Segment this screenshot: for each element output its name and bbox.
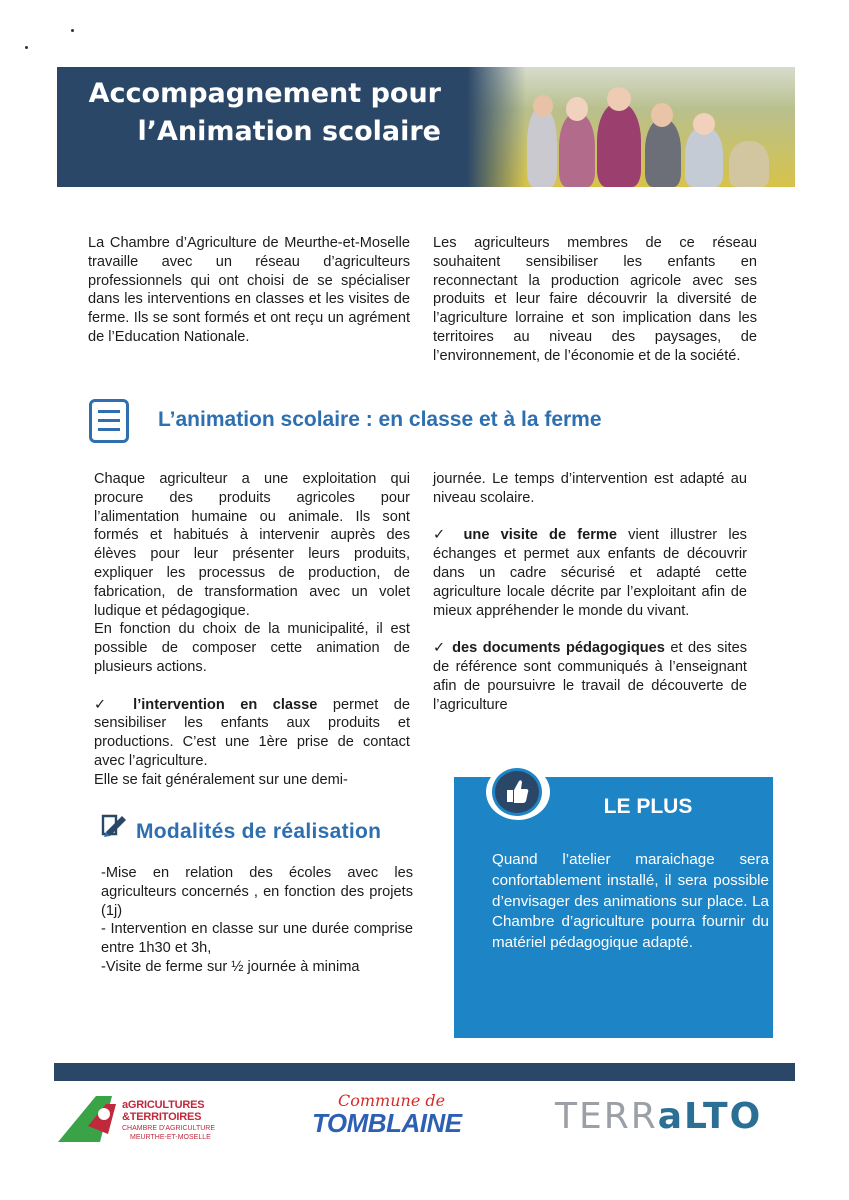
page-title <box>81 75 441 151</box>
intro-right-paragraph: Les agriculteurs membres de ce réseau souhaitent sensibiliser les enfants en reconnectant la production agricole avec ses produits et leur faire découvrir la diversité de l’agriculture lorraine et son implication dans les territoires au niveau des paysages, de l’environnement, de l’économie et de la société. <box>433 235 757 364</box>
checklist-icon <box>89 399 129 443</box>
paragraph-intervention <box>94 696 410 771</box>
paragraph: En fonction du choix de la municipalité, il est possible de composer cette animation de plusieurs actions. <box>94 621 410 675</box>
logo-text: TERR <box>555 1096 658 1137</box>
tomblaine-logo-script: Commune de <box>338 1091 446 1110</box>
checkmark-icon: ✓ <box>94 696 118 713</box>
paragraph: Elle se fait généralement sur une demi- <box>94 771 348 788</box>
modalites-item: -Visite de ferme sur ½ journée à minima <box>101 958 360 975</box>
logo-text: aGRICULTURES <box>122 1099 205 1111</box>
page-title-line1: Accompagnement pour <box>88 78 441 109</box>
paragraph-text: vient illustrer les échanges et permet aux enfants de découvrir dans un cadre sécurisé et adapté cette agriculture locale décrite par l’exploitant afin de mieux appréhender le monde du vivant. <box>433 527 747 619</box>
logo-text: &TERRITOIRES <box>122 1111 202 1123</box>
paragraph-farm-visit <box>433 526 747 620</box>
paragraph-text: et des sites de référence sont communiqués à l’enseignant afin de poursuivre le travail de découverte de l’agriculture <box>433 640 747 713</box>
scan-speck <box>71 29 74 32</box>
logo-text: aLTO <box>657 1096 763 1137</box>
body-right-column <box>433 470 747 714</box>
bold-lead: une visite de ferme <box>463 527 617 544</box>
bold-lead: des documents pédagogiques <box>452 640 665 657</box>
pencil-paper-icon <box>100 810 128 838</box>
bold-lead: l’intervention en classe <box>133 696 318 713</box>
modalites-item: -Mise en relation des écoles avec les agriculteurs concernés , en fonction des projets (1j) <box>101 865 413 919</box>
scan-speck <box>25 46 28 49</box>
paragraph-text: permet de sensibiliser les enfants aux produits et productions. C’est une 1ère prise de contact avec l’agriculture. <box>94 696 411 769</box>
section-title: L’animation scolaire : en classe et à la ferme <box>158 408 602 431</box>
footer-bar <box>54 1063 795 1081</box>
tomblaine-logo: TOMBLAINE <box>312 1108 462 1138</box>
checkmark-icon: ✓ <box>433 527 453 544</box>
logo-text: CHAMBRE D'AGRICULTURE <box>122 1125 215 1132</box>
checkmark-icon: ✓ <box>433 640 447 657</box>
modalites-item: - Intervention en classe sur une durée comprise entre 1h30 et 3h, <box>101 921 413 957</box>
intro-left-paragraph: La Chambre d’Agriculture de Meurthe-et-Moselle travaille avec un réseau d’agriculteurs professionnels qui ont choisi de se spécialiser dans les interventions en classes et les visites de ferme. Ils se sont formés et ont reçu un agrément de l’Education Nationale. <box>88 235 410 345</box>
le-plus-text: Quand l’atelier maraichage sera confortablement installé, il sera possible d’envisager des animations sur place. La Chambre d’agriculture pourra fournir du matériel pédagogique adapté. <box>492 851 769 952</box>
paragraph-documents <box>433 639 747 714</box>
paragraph: Chaque agriculteur a une exploitation qui procure des produits agricoles pour l’alimentation humaine ou animale. Ils sont formés et habitués à intervenir auprès des élèves pour leur présenter leurs produits, expliquer les processus de production, de fabrication, de transformation avec un volet ludique et pédagogique. <box>94 471 410 619</box>
logo-text: MEURTHE-ET-MOSELLE <box>130 1134 211 1141</box>
body-left-column <box>94 470 410 790</box>
terralto-logo <box>555 1096 762 1137</box>
header-banner <box>57 67 795 187</box>
modalites-title: Modalités de réalisation <box>136 820 382 843</box>
le-plus-title: LE PLUS <box>603 795 693 818</box>
paragraph: journée. Le temps d’intervention est adapté au niveau scolaire. <box>433 471 747 506</box>
page-title-line2: l’Animation scolaire <box>137 116 441 147</box>
modalites-list <box>101 864 413 977</box>
children-photo <box>467 67 795 187</box>
